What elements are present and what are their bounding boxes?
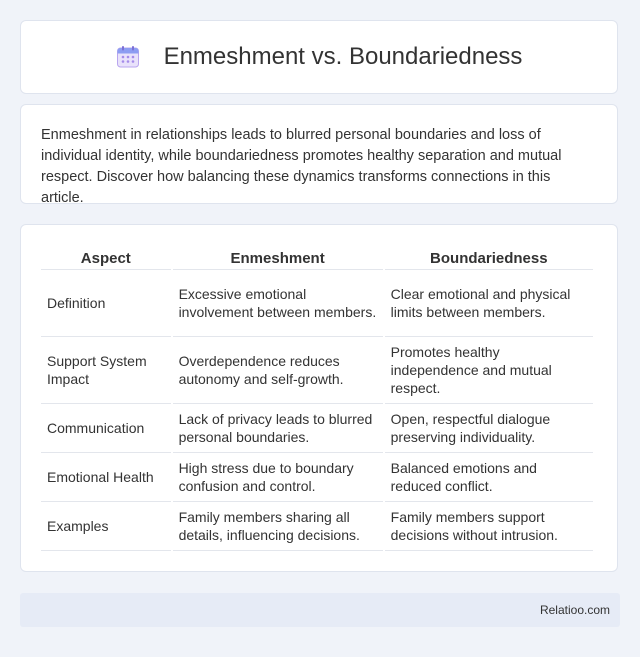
table-row — [41, 404, 593, 453]
cell-enmeshment: High stress due to boundary confusion and control. — [173, 453, 383, 502]
table-row — [41, 270, 593, 337]
cell-enmeshment: Excessive emotional involvement between members. — [173, 270, 383, 337]
title-wrap — [116, 43, 523, 71]
cell-boundariedness: Promotes healthy independence and mutual respect. — [385, 337, 593, 404]
cell-aspect: Examples — [41, 502, 171, 551]
cell-aspect: Definition — [41, 270, 171, 337]
cell-aspect: Emotional Health — [41, 453, 171, 502]
footer-brand[interactable]: Relatioo.com — [539, 603, 610, 617]
footer — [20, 593, 620, 627]
table-row — [41, 502, 593, 551]
cell-aspect: Support System Impact — [41, 337, 171, 404]
header-enmeshment: Enmeshment — [173, 245, 383, 270]
table-row — [41, 337, 593, 404]
header-aspect: Aspect — [41, 245, 171, 270]
comparison-card — [20, 224, 618, 572]
cell-enmeshment: Lack of privacy leads to blurred personal boundaries. — [173, 404, 383, 453]
cell-boundariedness: Open, respectful dialogue preserving individuality. — [385, 404, 593, 453]
cell-boundariedness: Balanced emotions and reduced conflict. — [385, 453, 593, 502]
intro-card — [20, 104, 618, 204]
comparison-table — [39, 245, 595, 551]
table-header-row — [41, 245, 593, 270]
header-boundariedness: Boundariedness — [385, 245, 593, 270]
cell-boundariedness: Family members support decisions without intrusion. — [385, 502, 593, 551]
title-card — [20, 20, 618, 94]
intro-text: Enmeshment in relationships leads to blurred personal boundaries and loss of individual identity, while boundariedness promotes healthy separation and mutual respect. Discover how balancing these dynamics transforms connections in this article. — [41, 127, 562, 206]
calendar-icon — [116, 45, 140, 69]
table-row — [41, 453, 593, 502]
cell-aspect: Communication — [41, 404, 171, 453]
page-title: Enmeshment vs. Boundariedness — [163, 43, 523, 70]
cell-enmeshment: Overdependence reduces autonomy and self-growth. — [173, 337, 383, 404]
cell-boundariedness: Clear emotional and physical limits between members. — [385, 270, 593, 337]
cell-enmeshment: Family members sharing all details, influencing decisions. — [173, 502, 383, 551]
